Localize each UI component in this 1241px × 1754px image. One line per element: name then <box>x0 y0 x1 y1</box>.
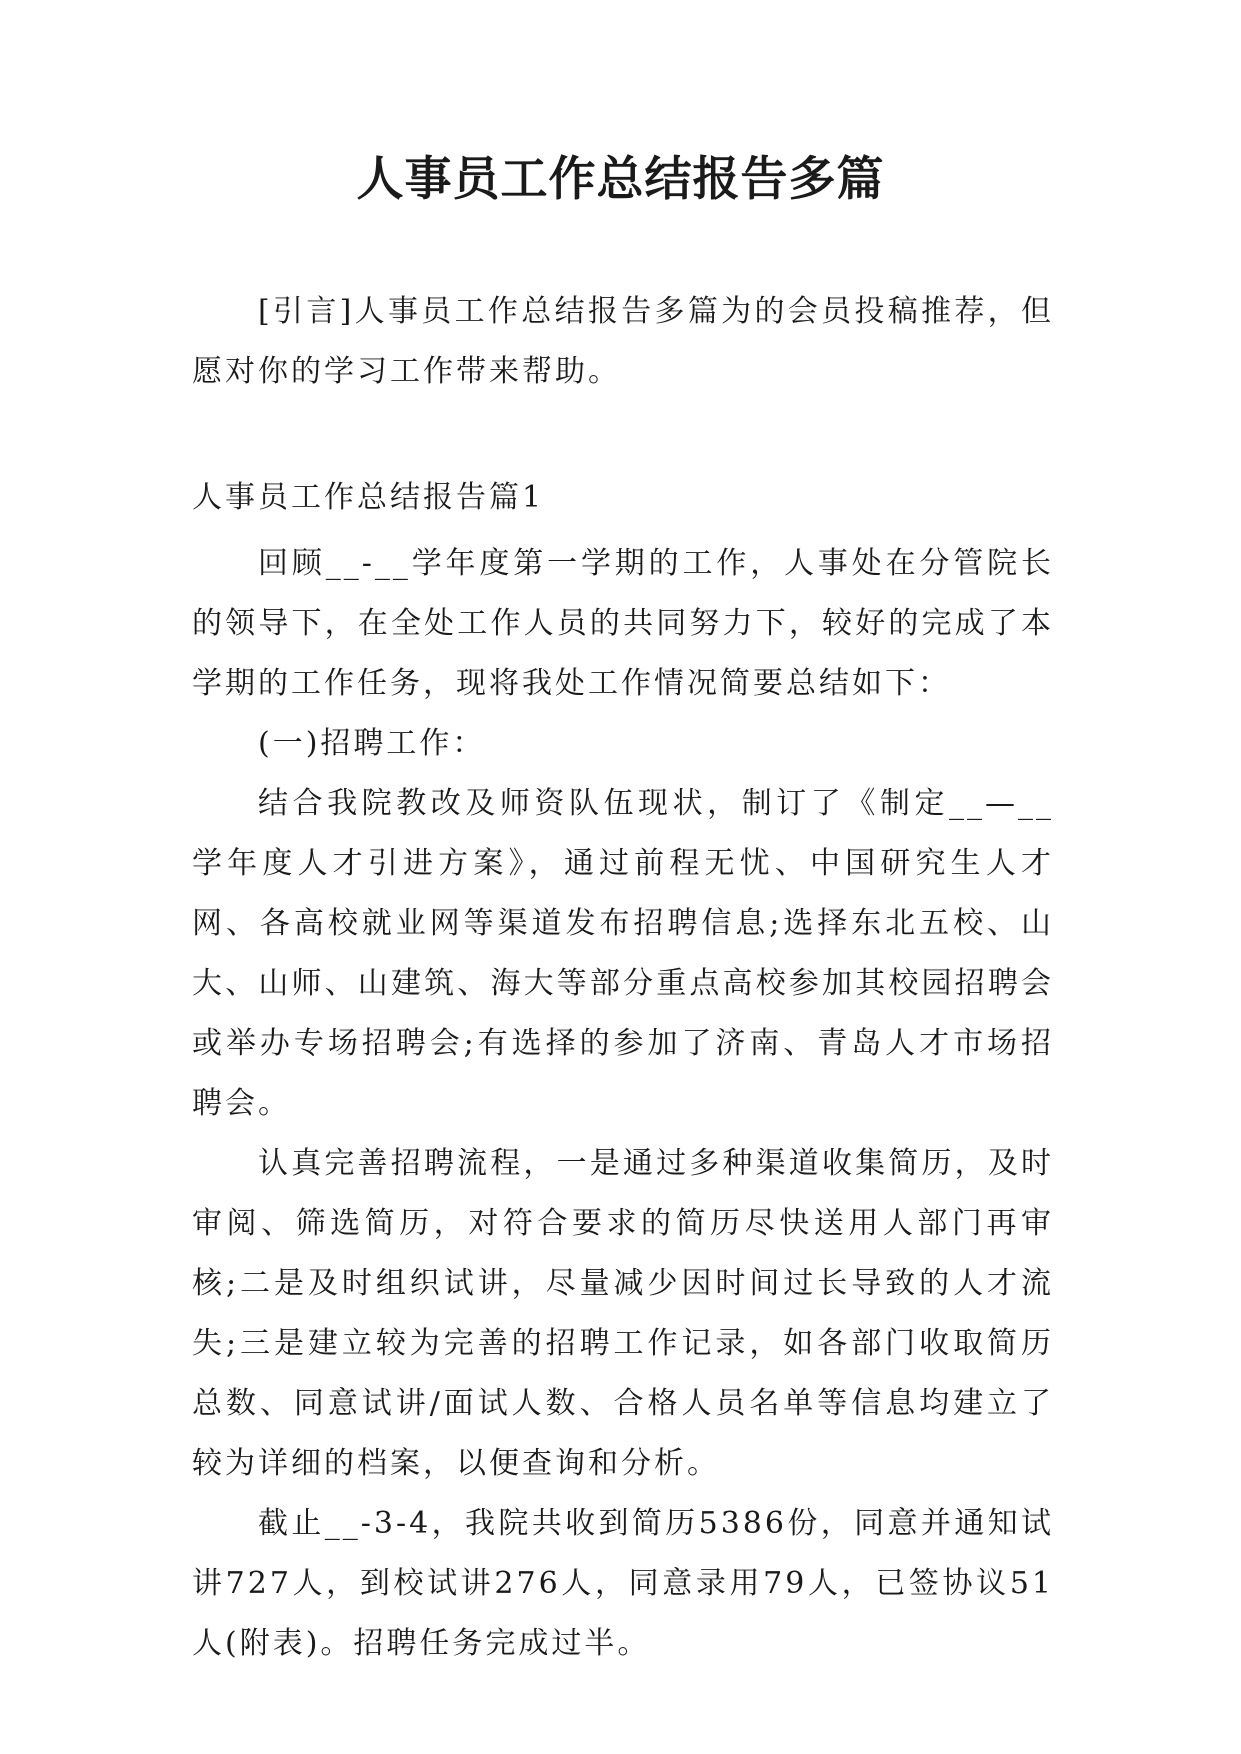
section-1 <box>192 468 1054 1674</box>
body-paragraph-review: 回顾__-__学年度第一学期的工作，人事处在分管院长的领导下，在全处工作人员的共同努力下，较好的完成了本学期的工作任务，现将我处工作情况简要总结如下： <box>192 546 1054 701</box>
section-heading: 人事员工作总结报告篇1 <box>192 480 545 515</box>
document-title: 人事员工作总结报告多篇 <box>356 152 885 207</box>
body-paragraph-recruitment-stats: 截止__-3-4，我院共收到简历5386份，同意并通知试讲727人，到校试讲276人，同意录用79人，已签协议51人(附表)。招聘任务完成过半。 <box>192 1506 1054 1661</box>
subheading-recruitment: (一)招聘工作： <box>258 726 486 761</box>
body-paragraph-recruitment-plan: 结合我院教改及师资队伍现状，制订了《制定__—__学年度人才引进方案》，通过前程无忧、中国研究生人才网、各高校就业网等渠道发布招聘信息;选择东北五校、山大、山师、山建筑、海大等部分重点高校参加其校园招聘会或举办专场招聘会;有选择的参加了济南、青岛人才市场招聘会。 <box>192 786 1054 1121</box>
intro-block <box>192 282 1054 402</box>
body-paragraph-recruitment-process: 认真完善招聘流程，一是通过多种渠道收集简历，及时审阅、筛选简历，对符合要求的简历尽快送用人部门再审核;二是及时组织试讲，尽量减少因时间过长导致的人才流失;三是建立较为完善的招聘工作记录，如各部门收取简历总数、同意试讲/面试人数、合格人员名单等信息均建立了较为详细的档案，以便查询和分析。 <box>192 1146 1054 1481</box>
intro-paragraph: [引言]人事员工作总结报告多篇为的会员投稿推荐，但愿对你的学习工作带来帮助。 <box>192 294 1054 389</box>
